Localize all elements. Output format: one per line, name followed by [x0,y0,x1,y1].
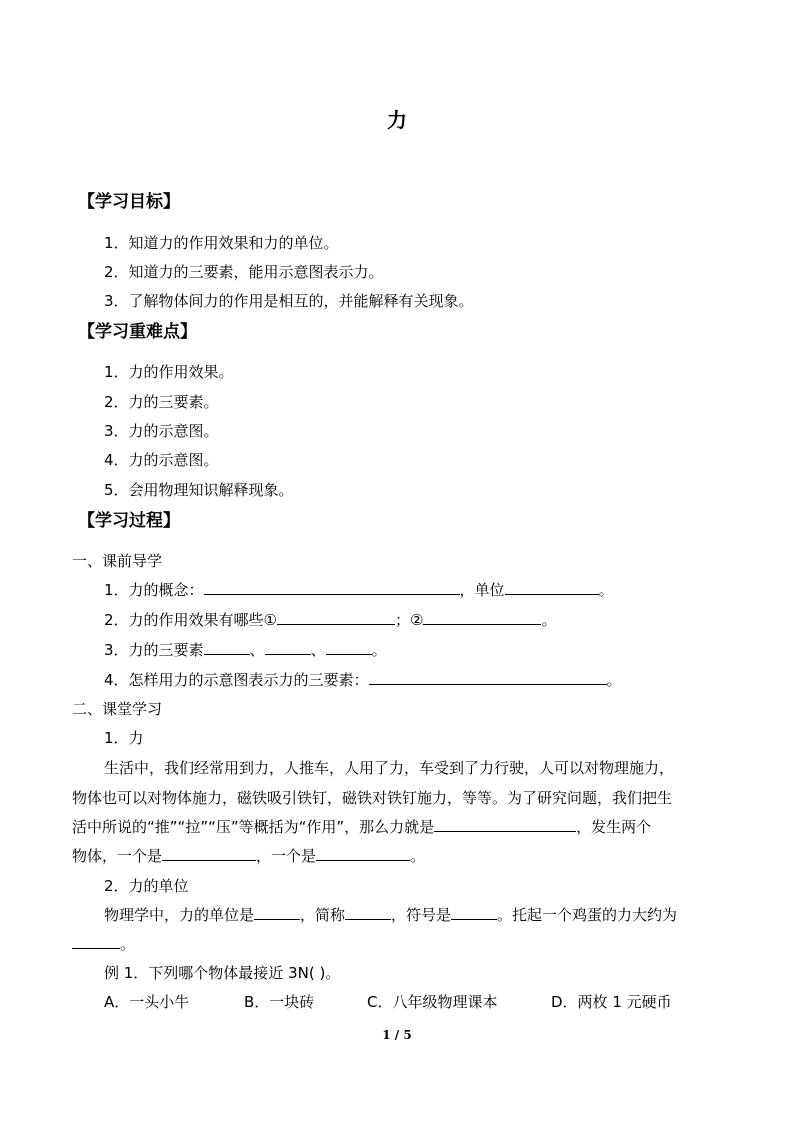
answer-blank[interactable] [265,640,311,655]
choice-option-d: D．两枚 1 元硬币 [551,993,672,1011]
answer-blank[interactable] [434,817,576,832]
answer-blank[interactable] [345,905,391,920]
classroom-subheading-unit: 2．力的单位 [104,877,189,895]
example-question: 例 1．下列哪个物体最接近 3N( )。 [104,964,341,982]
keypoint-item: 5．会用物理知识解释现象。 [104,481,294,499]
paragraph-line: 。 [72,934,135,954]
classroom-subheading-force: 1．力 [104,729,144,747]
choice-option-c: C．八年级物理课本 [367,993,498,1011]
goal-item: 1．知道力的作用效果和力的单位。 [104,234,339,252]
answer-blank[interactable] [423,610,541,625]
process-heading: 【学习过程】 [78,511,180,531]
preview-question-2: 2．力的作用效果有哪些① ；② 。 [104,611,557,629]
choice-option-b: B．一块砖 [244,993,315,1011]
answer-blank[interactable] [451,905,497,920]
preview-question-4: 4．怎样用力的示意图表示力的三要素： 。 [104,671,622,689]
preview-heading: 一、课前导学 [72,552,163,570]
page-number: 1 / 5 [382,1028,412,1042]
answer-blank[interactable] [277,610,395,625]
paragraph-line: 生活中，我们经常用到力，人推车，人用了力，车受到了力行驶，人可以对物理施力， [104,759,675,777]
answer-blank[interactable] [254,905,300,920]
goal-item: 3．了解物体间力的作用是相互的，并能解释有关现象。 [104,292,474,310]
answer-blank[interactable] [204,580,460,595]
keypoint-item: 1．力的作用效果。 [104,363,234,381]
preview-question-3: 3．力的三要素 、 、 。 [104,641,387,659]
keypoint-item: 2．力的三要素。 [104,393,219,411]
goal-item: 2．知道力的三要素，能用示意图表示力。 [104,263,384,281]
preview-question-1: 1．力的概念： ，单位 。 [104,581,614,599]
page-title: 力 [387,108,407,132]
classroom-heading: 二、课堂学习 [72,700,163,718]
keypoints-heading: 【学习重难点】 [78,322,197,342]
answer-blank[interactable] [326,640,372,655]
goals-heading: 【学习目标】 [78,192,180,212]
paragraph-line: 物体也可以对物体施力，磁铁吸引铁钉，磁铁对铁钉施力，等等。为了研究问题，我们把生 [72,789,673,807]
answer-blank[interactable] [72,934,120,949]
answer-blank[interactable] [162,846,256,861]
paragraph-line: 物理学中，力的单位是 ，简称 ，符号是 。托起一个鸡蛋的力大约为 [104,906,678,924]
choice-option-a: A．一头小牛 [104,993,190,1011]
answer-blank[interactable] [204,640,250,655]
paragraph-line: 活中所说的“推”“拉”“压”等概括为“作用”，那么力就是 ，发生两个 [72,818,652,836]
keypoint-item: 3．力的示意图。 [104,422,219,440]
keypoint-item: 4．力的示意图。 [104,451,219,469]
answer-blank[interactable] [369,670,607,685]
paragraph-line: 物体，一个是 ，一个是 。 [72,847,426,865]
answer-blank[interactable] [316,846,410,861]
answer-blank[interactable] [505,580,599,595]
